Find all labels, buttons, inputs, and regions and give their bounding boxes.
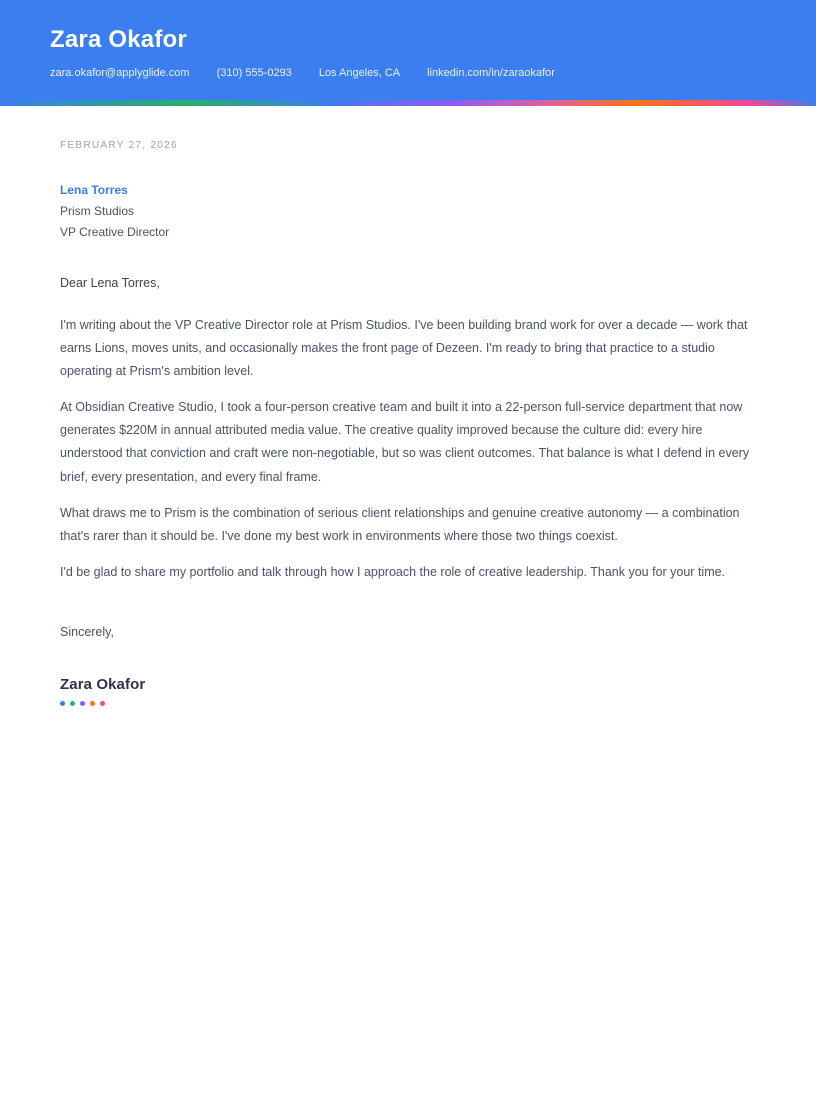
signature-dot-4 (90, 701, 95, 706)
signature-dot-2 (70, 701, 75, 706)
recipient-name: Lena Torres (60, 183, 128, 197)
signature-block (60, 676, 752, 706)
letter-paragraph-3: What draws me to Prism is the combination of serious client relationships and genuine creative autonomy — a combination that's rarer than it should be. I've done my best work in environments where those two things coexist. (60, 505, 740, 543)
letter-body (0, 106, 816, 706)
gradient-divider (0, 100, 816, 106)
recipient-company: Prism Studios (60, 204, 135, 218)
contact-linkedin[interactable]: linkedin.com/in/zaraokafor (427, 66, 555, 79)
letter-date: FEBRUARY 27, 2026 (60, 140, 178, 151)
contact-phone: (310) 555-0293 (216, 66, 292, 79)
recipient-title: VP Creative Director (60, 225, 170, 239)
contact-row (50, 66, 766, 80)
signature-dot-5 (100, 701, 105, 706)
signature-dot-1 (60, 701, 65, 706)
signature-dot-3 (80, 701, 85, 706)
letter-paragraph-2: At Obsidian Creative Studio, I took a four-person creative team and built it into a 22-person full-service department that now generates $220M in annual attributed media value. The creative quality improved because the culture did: every hire understood that conviction and craft were non-negotiable, but so was client outcomes. That balance is what I defend in every brief, every presentation, and every final frame. (60, 400, 750, 484)
contact-location: Los Angeles, CA (318, 66, 401, 79)
letter-paragraph-4: I'd be glad to share my portfolio and talk through how I approach the role of creative leadership. Thank you for your time. (60, 564, 726, 579)
letterhead (0, 0, 816, 106)
signature-name: Zara Okafor (60, 675, 146, 693)
contact-email[interactable]: zara.okafor@applyglide.com (50, 66, 190, 79)
page-title: Zara Okafor (50, 26, 187, 53)
salutation: Dear Lena Torres, (60, 276, 160, 290)
recipient-block (60, 180, 752, 243)
signature-dots (60, 701, 752, 706)
closing-line: Sincerely, (60, 625, 114, 639)
letter-paragraph-1: I'm writing about the VP Creative Director role at Prism Studios. I've been building brand work for over a decade — work that earns Lions, moves units, and occasionally makes the front page of Dezeen. I'm ready to bring that practice to a studio operating at Prism's ambition level. (60, 317, 748, 378)
